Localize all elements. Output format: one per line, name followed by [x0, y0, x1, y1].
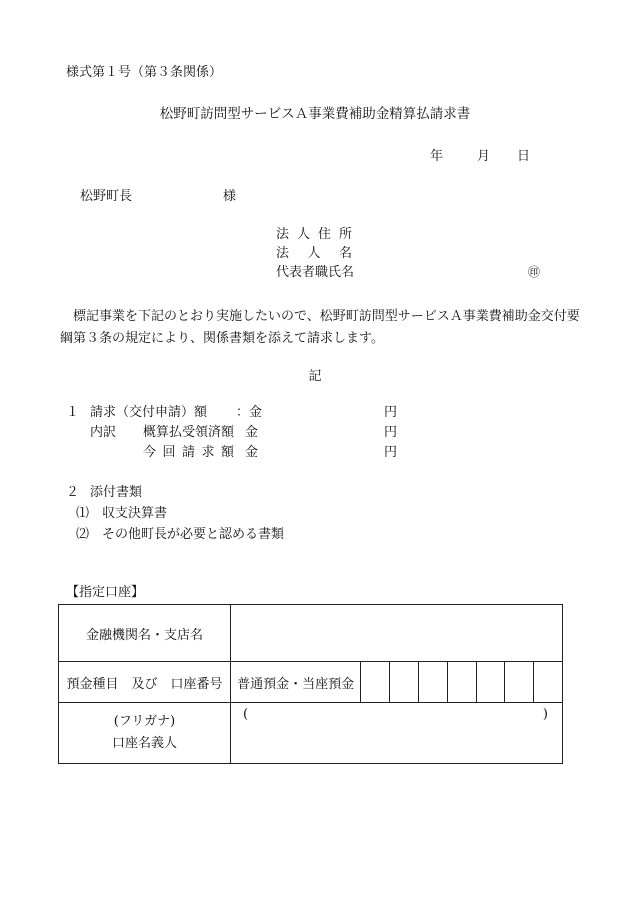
account-digit-cell[interactable]: [418, 662, 447, 703]
date-day: 日: [517, 149, 531, 164]
date-month: 月: [477, 149, 491, 164]
attachment-item: [66, 507, 284, 528]
account-type-row: [59, 662, 563, 703]
holder-label-cell: [59, 703, 231, 764]
account-digit-cell[interactable]: [361, 662, 390, 703]
holder-label: 口座名義人: [112, 736, 178, 751]
holder-name-field[interactable]: [231, 703, 563, 764]
section-2-number: ２: [66, 485, 80, 500]
bank-name-field[interactable]: [231, 605, 563, 662]
account-heading: 【指定口座】: [66, 585, 145, 600]
account-digit-cell[interactable]: [534, 662, 563, 703]
furigana-label: (フリガナ): [113, 714, 176, 729]
attachment-text: その他町長が必要と認める書類: [102, 527, 285, 542]
sender-block: [276, 227, 541, 285]
date-line: [430, 150, 530, 163]
breakdown-label: 内訳: [90, 425, 117, 440]
request-amount-kin: ：金: [236, 405, 263, 420]
form-number: 様式第１号（第３条関係）: [66, 65, 223, 80]
account-digit-cell[interactable]: [476, 662, 505, 703]
seal-mark: ㊞: [528, 265, 541, 279]
request-amount-label: 請求（交付申請）額: [90, 405, 208, 420]
ki-heading: 記: [308, 369, 322, 384]
sender-address-row: [276, 228, 352, 247]
account-digit-cell[interactable]: [390, 662, 419, 703]
current-request-kin: 金: [245, 445, 259, 460]
request-amount-yen: 円: [384, 405, 398, 420]
current-request-row: [66, 445, 398, 466]
sender-name-row: [276, 247, 352, 266]
date-year: 年: [430, 149, 444, 164]
section-1: [66, 405, 398, 466]
section-1-number: １: [66, 405, 80, 420]
advance-received-yen: 円: [384, 425, 398, 440]
attachment-mark: ⑴: [76, 506, 90, 521]
account-table: [58, 604, 563, 764]
document-title: 松野町訪問型サービスＡ事業費補助金精算払請求書: [159, 106, 471, 122]
addressee-name: 松野町長: [80, 189, 133, 204]
sender-name-label: 法人名: [276, 246, 352, 261]
attachments-label: 添付書類: [90, 485, 143, 500]
body-text: 標記事業を下記のとおり実施したいので、松野町訪問型サービスＡ事業費補助金交付要綱第３条の規定により、関係書類を添えて請求します。: [60, 309, 580, 346]
holder-row: [59, 703, 563, 764]
bank-label: 金融機関名・支店名: [59, 605, 231, 662]
account-digit-cell[interactable]: [505, 662, 534, 703]
section-2: [66, 486, 284, 549]
current-request-yen: 円: [384, 445, 398, 460]
sender-rep-row: [276, 265, 541, 285]
current-request-label: 今回請求額: [143, 445, 234, 460]
attachment-item: [66, 528, 284, 549]
request-amount-row: [66, 405, 398, 426]
advance-received-row: [66, 425, 398, 446]
account-digit-cell[interactable]: [447, 662, 476, 703]
furigana-paren-close: ): [542, 707, 548, 722]
sender-address-label: 法人住所: [276, 227, 352, 242]
attachment-mark: ⑵: [76, 527, 90, 542]
account-type-value[interactable]: 普通預金・当座預金: [231, 662, 361, 703]
sender-rep-label: 代表者職氏名: [276, 265, 355, 280]
advance-received-kin: 金: [245, 425, 259, 440]
advance-received-label: 概算払受領済額: [143, 425, 235, 440]
account-type-label: 預金種目 及び 口座番号: [59, 662, 231, 703]
bank-row: [59, 605, 563, 662]
addressee: [80, 189, 237, 204]
attachment-text: 収支決算書: [102, 506, 168, 521]
addressee-honorific: 様: [223, 189, 237, 204]
attachments-heading: [66, 486, 284, 507]
furigana-paren-open: (: [243, 707, 249, 722]
